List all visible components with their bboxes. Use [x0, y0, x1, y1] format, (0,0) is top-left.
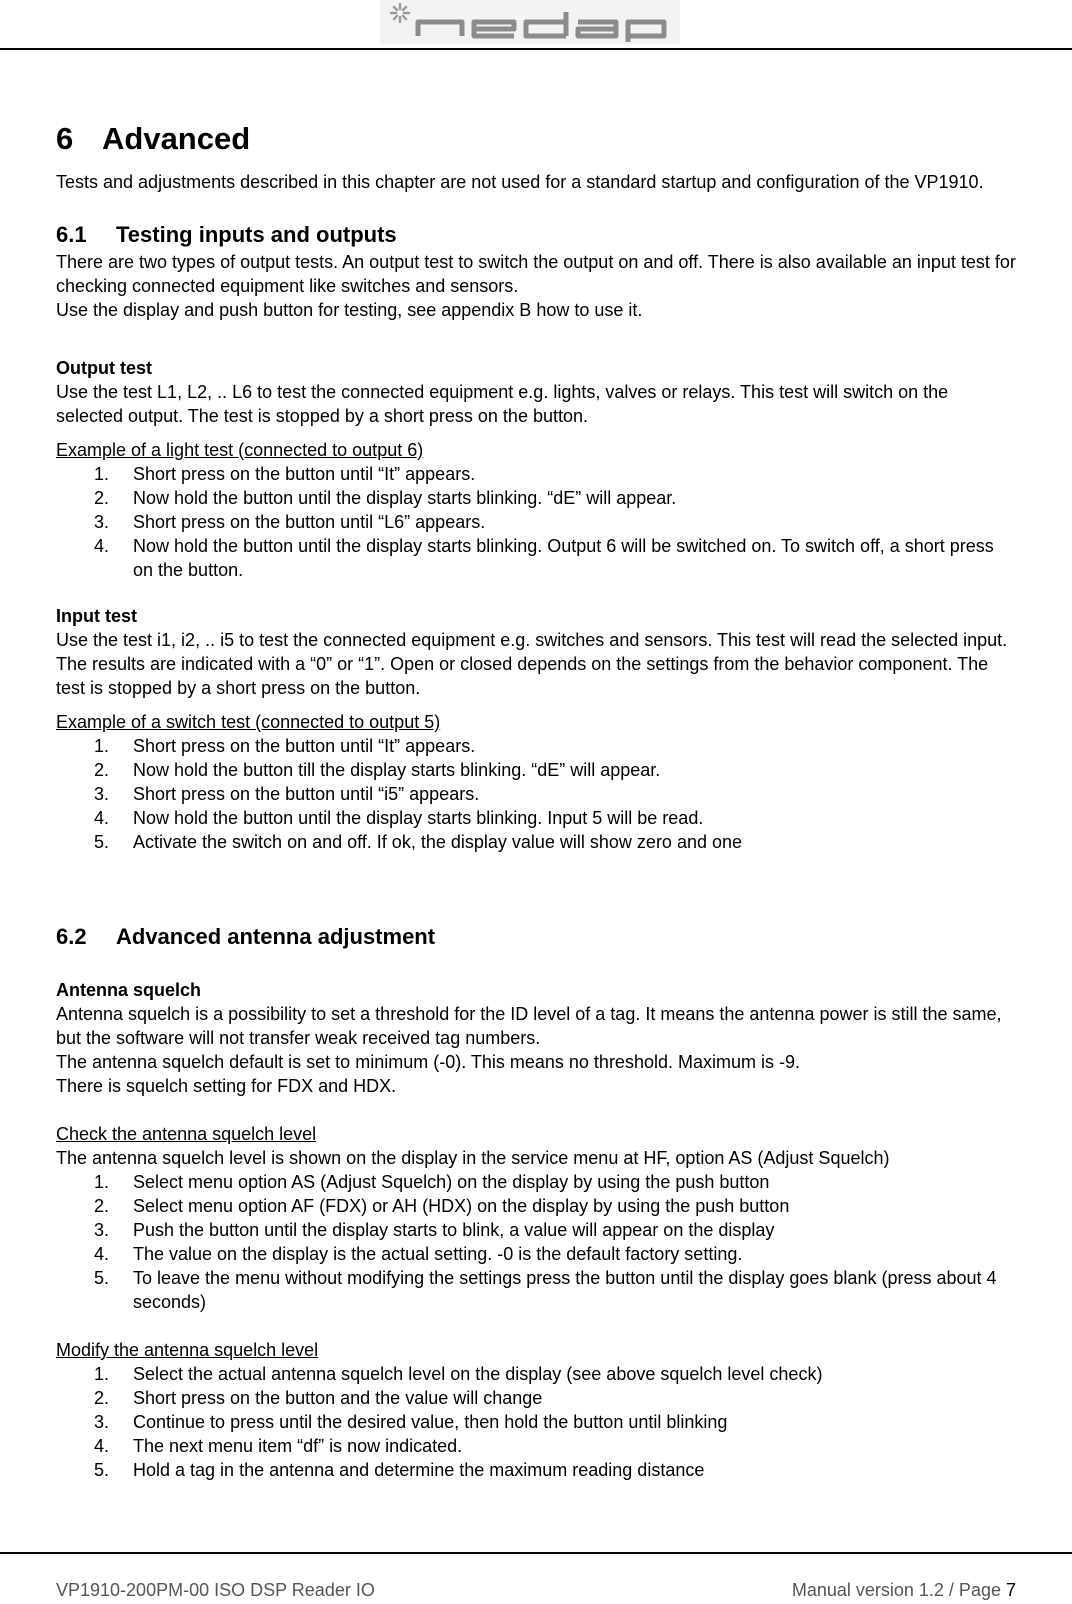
step-number: 4. — [94, 1244, 110, 1264]
list-item — [56, 462, 1016, 486]
step-text: Now hold the button until the display starts blinking. “dE” will appear. — [133, 488, 677, 508]
step-number: 3. — [94, 512, 110, 532]
list-item — [56, 534, 1016, 582]
modify-squelch-title: Modify the antenna squelch level — [56, 1340, 319, 1360]
step-number: 4. — [94, 1436, 110, 1456]
squelch-paragraph: The antenna squelch default is set to minimum (-0). This means no threshold. Maximum is -9. — [56, 1052, 800, 1072]
input-test-heading: Input test — [56, 606, 137, 626]
list-item — [56, 734, 1016, 758]
step-number: 4. — [94, 536, 110, 556]
modify-squelch-steps — [56, 1362, 1016, 1482]
step-text: Now hold the button until the display starts blinking. Input 5 will be read. — [133, 808, 704, 828]
step-number: 4. — [94, 808, 110, 828]
step-number: 3. — [94, 1220, 110, 1240]
list-item — [56, 758, 1016, 782]
step-number: 2. — [94, 760, 110, 780]
footer-page-number: 7 — [1005, 1580, 1016, 1600]
step-text: The value on the display is the actual setting. -0 is the default factory setting. — [133, 1244, 743, 1264]
list-item — [56, 830, 1016, 854]
step-number: 5. — [94, 832, 110, 852]
nedap-logo — [380, 0, 680, 44]
step-text: Short press on the button and the value will change — [133, 1388, 543, 1408]
chapter-intro: Tests and adjustments described in this chapter are not used for a standard startup and configuration of the VP1910. — [56, 172, 984, 192]
page-content — [56, 118, 1016, 1482]
step-text: Continue to press until the desired value, then hold the button until blinking — [133, 1412, 728, 1432]
list-item — [56, 1458, 1016, 1482]
section-heading-6-1 — [56, 220, 1016, 250]
step-text: Hold a tag in the antenna and determine the maximum reading distance — [133, 1460, 705, 1480]
step-text: The next menu item “df” is now indicated. — [133, 1436, 463, 1456]
list-item — [56, 1242, 1016, 1266]
step-text: Select menu option AS (Adjust Squelch) on the display by using the push button — [133, 1172, 770, 1192]
section-number: 6.1 — [56, 222, 87, 247]
chapter-heading — [56, 118, 1016, 160]
step-text: Select the actual antenna squelch level on the display (see above squelch level check) — [133, 1364, 823, 1384]
list-item — [56, 1218, 1016, 1242]
list-item — [56, 1434, 1016, 1458]
check-squelch-text: The antenna squelch level is shown on the display in the service menu at HF, option AS (Adjust Squelch) — [56, 1148, 890, 1168]
footer-document-id: VP1910-200PM-00 ISO DSP Reader IO — [56, 1580, 375, 1600]
step-number: 3. — [94, 784, 110, 804]
antenna-squelch-heading: Antenna squelch — [56, 980, 202, 1000]
step-text: Short press on the button until “L6” appears. — [133, 512, 486, 532]
input-example-title: Example of a switch test (connected to output 5) — [56, 712, 441, 732]
list-item — [56, 1194, 1016, 1218]
step-text: Short press on the button until “i5” appears. — [133, 784, 480, 804]
list-item — [56, 1266, 1016, 1314]
step-number: 1. — [94, 1172, 110, 1192]
step-number: 2. — [94, 488, 110, 508]
step-number: 5. — [94, 1268, 110, 1288]
list-item — [56, 486, 1016, 510]
list-item — [56, 1170, 1016, 1194]
step-number: 1. — [94, 736, 110, 756]
chapter-title: Advanced — [102, 121, 251, 156]
section-title: Testing inputs and outputs — [116, 222, 397, 247]
section-paragraph: There are two types of output tests. An output test to switch the output on and off. There is also available an input test for checking connected equipment like switches and sensors. — [56, 252, 1016, 296]
list-item — [56, 806, 1016, 830]
step-number: 5. — [94, 1460, 110, 1480]
check-squelch-title: Check the antenna squelch level — [56, 1124, 317, 1144]
step-text: Push the button until the display starts to blink, a value will appear on the display — [133, 1220, 775, 1240]
footer-version: Manual version 1.2 / Page — [791, 1580, 1006, 1600]
step-text: Short press on the button until “It” appears. — [133, 464, 476, 484]
list-item — [56, 782, 1016, 806]
output-test-text: Use the test L1, L2, .. L6 to test the connected equipment e.g. lights, valves or relays. This test will switch on the selected output. The test is stopped by a short press on the button. — [56, 382, 949, 426]
section-heading-6-2 — [56, 922, 1016, 952]
output-test-heading: Output test — [56, 358, 152, 378]
step-text: Activate the switch on and off. If ok, the display value will show zero and one — [133, 832, 743, 852]
step-text: To leave the menu without modifying the settings press the button until the display goes blank (press about 4 seconds) — [133, 1268, 997, 1312]
chapter-number: 6 — [56, 121, 74, 156]
step-text: Now hold the button until the display starts blinking. Output 6 will be switched on. To switch off, a short press on the button. — [133, 536, 994, 580]
header-rule — [0, 48, 1072, 50]
step-number: 3. — [94, 1412, 110, 1432]
step-text: Select menu option AF (FDX) or AH (HDX) on the display by using the push button — [133, 1196, 790, 1216]
squelch-paragraph: There is squelch setting for FDX and HDX. — [56, 1076, 397, 1096]
input-test-steps — [56, 734, 1016, 854]
list-item — [56, 1386, 1016, 1410]
section-number: 6.2 — [56, 924, 87, 949]
check-squelch-steps — [56, 1170, 1016, 1314]
page-header — [0, 0, 1072, 50]
squelch-paragraph: Antenna squelch is a possibility to set a threshold for the ID level of a tag. It means the antenna power is still the same, but the software will not transfer weak received tag numbers. — [56, 1004, 1002, 1048]
output-test-steps — [56, 462, 1016, 582]
list-item — [56, 510, 1016, 534]
footer-page-info — [792, 1580, 1016, 1601]
footer-rule — [0, 1552, 1072, 1554]
step-text: Short press on the button until “It” appears. — [133, 736, 476, 756]
step-number: 2. — [94, 1196, 110, 1216]
input-test-text: Use the test i1, i2, .. i5 to test the connected equipment e.g. switches and sensors. This test will read the selected input. The results are indicated with a “0” or “1”. Open or closed depends on the settings from the behavior component. The test is stopped by a short press on the button. — [56, 630, 1008, 698]
step-text: Now hold the button till the display starts blinking. “dE” will appear. — [133, 760, 661, 780]
section-paragraph: Use the display and push button for testing, see appendix B how to use it. — [56, 300, 643, 320]
list-item — [56, 1362, 1016, 1386]
step-number: 2. — [94, 1388, 110, 1408]
step-number: 1. — [94, 464, 110, 484]
section-title: Advanced antenna adjustment — [116, 924, 436, 949]
step-number: 1. — [94, 1364, 110, 1384]
output-example-title: Example of a light test (connected to output 6) — [56, 440, 424, 460]
list-item — [56, 1410, 1016, 1434]
